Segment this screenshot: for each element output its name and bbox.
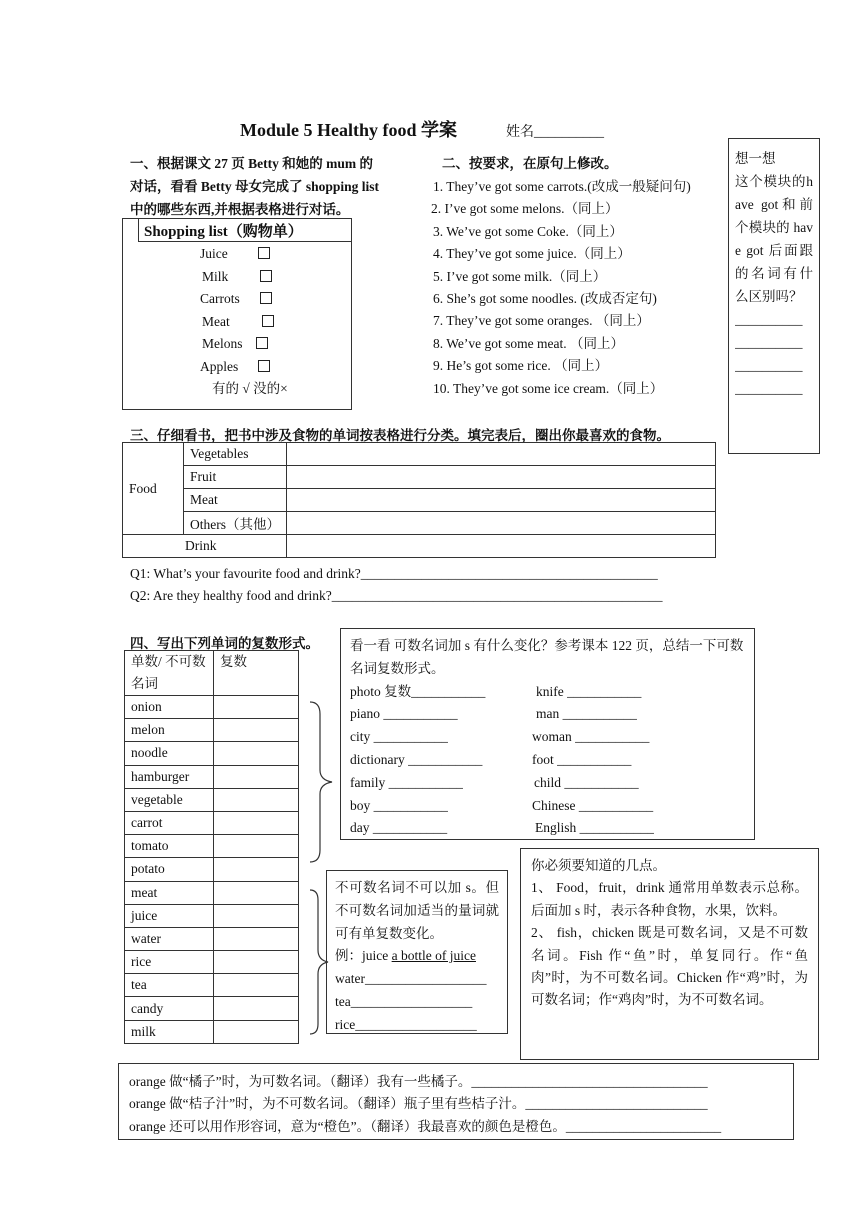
sec3-heading: 三、仔细看书，把书中涉及食物的单词按表格进行分类。填完表后，圈出你最喜欢的食物。 bbox=[130, 428, 670, 443]
title-main: Module 5 Healthy food 学案 bbox=[240, 120, 458, 140]
word-cell: tea bbox=[125, 974, 214, 997]
uncountable-line[interactable]: rice__________________ bbox=[335, 1016, 477, 1032]
word-cell: hamburger bbox=[125, 765, 214, 788]
plural-cell[interactable] bbox=[214, 696, 299, 719]
word-cell: milk bbox=[125, 1020, 214, 1043]
category-label: Meat bbox=[184, 489, 287, 512]
plural-cell[interactable] bbox=[214, 811, 299, 834]
shopping-item[interactable]: Melons bbox=[200, 333, 288, 356]
uncountable-line[interactable]: tea__________________ bbox=[335, 993, 473, 1009]
category-label: Vegetables bbox=[184, 443, 287, 466]
q2[interactable]: Q2: Are they healthy food and drink?_________________________________________________ bbox=[130, 588, 663, 603]
plural-cell[interactable] bbox=[214, 881, 299, 904]
checkbox[interactable] bbox=[262, 315, 274, 327]
plural-cell[interactable] bbox=[214, 719, 299, 742]
must-know-point: 2、 fish，chicken 既是可数名词，又是不可数名词。Fish 作“鱼”时，单复同行。作“鱼肉”时，为不可数名词。Chicken 作“鸡”时，为可数名词；作“鸡肉”时，为不可数名词。 bbox=[531, 925, 808, 1008]
word-cell: vegetable bbox=[125, 788, 214, 811]
category-cell[interactable] bbox=[287, 466, 716, 489]
word-cell: meat bbox=[125, 881, 214, 904]
countable-row: day ___________ English ___________ bbox=[350, 820, 654, 836]
category-label: Others（其他） bbox=[184, 512, 287, 535]
plural-cell[interactable] bbox=[214, 1020, 299, 1043]
countable-box bbox=[340, 628, 755, 840]
uncountable-line[interactable]: water__________________ bbox=[335, 971, 487, 987]
sentence: 9. He’s got some rice. （同上） bbox=[433, 358, 609, 374]
col-header-plural: 复数 bbox=[214, 651, 299, 696]
plural-cell[interactable] bbox=[214, 835, 299, 858]
think-box bbox=[728, 138, 820, 454]
countable-intro: 看一看 可数名词加 s 有什么变化？参考课本 122 页，总结一下可数名词复数形式。 bbox=[350, 638, 744, 676]
name-field[interactable] bbox=[506, 121, 604, 141]
sentence: 10. They’ve got some ice cream.（同上） bbox=[433, 380, 664, 396]
name-label: 姓名__________ bbox=[506, 125, 604, 140]
checkbox[interactable] bbox=[256, 337, 268, 349]
word-cell: noodle bbox=[125, 742, 214, 765]
plural-cell[interactable] bbox=[214, 858, 299, 881]
drink-cell[interactable] bbox=[287, 535, 716, 558]
word-cell: tomato bbox=[125, 835, 214, 858]
category-label: Fruit bbox=[184, 466, 287, 489]
checkbox[interactable] bbox=[258, 360, 270, 372]
category-cell[interactable] bbox=[287, 489, 716, 512]
sentence: 3. We’ve got some Coke.（同上） bbox=[433, 223, 623, 239]
sentence: 7. They’ve got some oranges. （同上） bbox=[433, 313, 650, 329]
plural-cell[interactable] bbox=[214, 927, 299, 950]
must-know-box bbox=[520, 848, 819, 1060]
plural-table bbox=[124, 650, 299, 1044]
orange-line[interactable]: orange 还可以用作形容词，意为“橙色”。（翻译）我最喜欢的颜色是橙色。_______________________ bbox=[129, 1118, 722, 1134]
checkbox[interactable] bbox=[260, 292, 272, 304]
plural-cell[interactable] bbox=[214, 765, 299, 788]
word-cell: juice bbox=[125, 904, 214, 927]
countable-row: piano ___________ man ___________ bbox=[350, 706, 637, 722]
uncountable-box bbox=[326, 870, 508, 1034]
sec1-heading-line: 对话，看看 Betty 母女完成了 shopping list bbox=[130, 179, 380, 194]
orange-box bbox=[118, 1063, 794, 1140]
brace-countable bbox=[306, 700, 336, 864]
sec1-heading-line: 一、根据课文 27 页 Betty 和她的 mum 的 bbox=[130, 156, 373, 171]
uncountable-text: 不可数名词不可以加 s。但不可数名词加适当的量词就可有单复数变化。 bbox=[335, 880, 499, 941]
uncountable-example: 例：juice a bottle of juice bbox=[335, 948, 476, 964]
word-cell: onion bbox=[125, 696, 214, 719]
page-title bbox=[240, 116, 457, 142]
sentence: 5. I’ve got some milk.（同上） bbox=[433, 268, 607, 284]
think-text: 想一想 这个模块的have got和前个模块的 have got 后面跟的名词有什么区别吗？ bbox=[735, 151, 813, 304]
category-cell[interactable] bbox=[287, 443, 716, 466]
word-cell: carrot bbox=[125, 811, 214, 834]
countable-row: dictionary ___________ foot ___________ bbox=[350, 751, 632, 767]
drink-label: Drink bbox=[123, 535, 287, 558]
sec4-heading: 四、写出下列单词的复数形式。 bbox=[130, 636, 319, 651]
plural-cell[interactable] bbox=[214, 788, 299, 811]
think-line[interactable]: __________ bbox=[735, 335, 803, 350]
shopping-item[interactable]: Carrots bbox=[200, 288, 288, 311]
plural-cell[interactable] bbox=[214, 951, 299, 974]
word-cell: water bbox=[125, 927, 214, 950]
shopping-item[interactable]: Milk bbox=[200, 266, 288, 289]
must-know-point: 1、 Food，fruit，drink 通常用单数表示总称。后面加 s 时，表示各种食物，水果，饮料。 bbox=[531, 880, 808, 918]
orange-line[interactable]: orange 做“桔子汁”时，为不可数名词。（翻译）瓶子里有些桔子汁。___________________________ bbox=[129, 1096, 708, 1112]
shopping-legend: 有的 √ 没的× bbox=[212, 381, 288, 396]
orange-line[interactable]: orange 做“橘子”时，为可数名词。（翻译）我有一些橘子。___________________________________ bbox=[129, 1074, 708, 1089]
countable-row: photo 复数___________ knife ___________ bbox=[350, 683, 642, 699]
sec1-heading bbox=[130, 152, 379, 221]
shopping-item[interactable]: Juice bbox=[200, 243, 288, 266]
shopping-item[interactable]: Meat bbox=[200, 311, 288, 334]
word-cell: candy bbox=[125, 997, 214, 1020]
checkbox[interactable] bbox=[258, 247, 270, 259]
food-table bbox=[122, 442, 716, 558]
countable-row: city ___________ woman ___________ bbox=[350, 729, 650, 745]
sentence: 2. I’ve got some melons.（同上） bbox=[431, 201, 619, 217]
word-cell: melon bbox=[125, 719, 214, 742]
countable-row: boy ___________ Chinese ___________ bbox=[350, 797, 654, 813]
plural-cell[interactable] bbox=[214, 974, 299, 997]
sentence: 6. She’s got some noodles. (改成否定句) bbox=[433, 291, 657, 307]
sentence: 1. They’ve got some carrots.(改成一般疑问句) bbox=[433, 179, 691, 194]
think-line[interactable]: __________ bbox=[735, 312, 803, 327]
checkbox[interactable] bbox=[260, 270, 272, 282]
plural-cell[interactable] bbox=[214, 997, 299, 1020]
shopping-list-title: Shopping list（购物单） bbox=[144, 224, 303, 240]
sec2-sentences bbox=[433, 176, 691, 400]
col-header-singular: 单数/ 不可数名词 bbox=[125, 651, 214, 696]
sec1-heading-line: 中的哪些东西,并根据表格进行对话。 bbox=[130, 202, 350, 217]
plural-cell[interactable] bbox=[214, 742, 299, 765]
shopping-items bbox=[200, 243, 288, 401]
think-line[interactable]: __________ bbox=[735, 381, 803, 396]
word-cell: rice bbox=[125, 951, 214, 974]
plural-cell[interactable] bbox=[214, 904, 299, 927]
word-cell: potato bbox=[125, 858, 214, 881]
shopping-item[interactable]: Apples bbox=[200, 356, 288, 379]
must-know-title: 你必须要知道的几点。 bbox=[531, 858, 666, 873]
category-cell[interactable] bbox=[287, 512, 716, 535]
think-line[interactable]: __________ bbox=[735, 358, 803, 373]
q1[interactable]: Q1: What’s your favourite food and drink?____________________________________________ bbox=[130, 566, 658, 581]
countable-row: family ___________ child ___________ bbox=[350, 774, 639, 790]
food-label: Food bbox=[123, 443, 184, 535]
sec2-heading: 二、按要求，在原句上修改。 bbox=[442, 156, 618, 171]
sentence: 8. We’ve got some meat. （同上） bbox=[433, 335, 625, 351]
sentence: 4. They’ve got some juice.（同上） bbox=[433, 246, 631, 262]
